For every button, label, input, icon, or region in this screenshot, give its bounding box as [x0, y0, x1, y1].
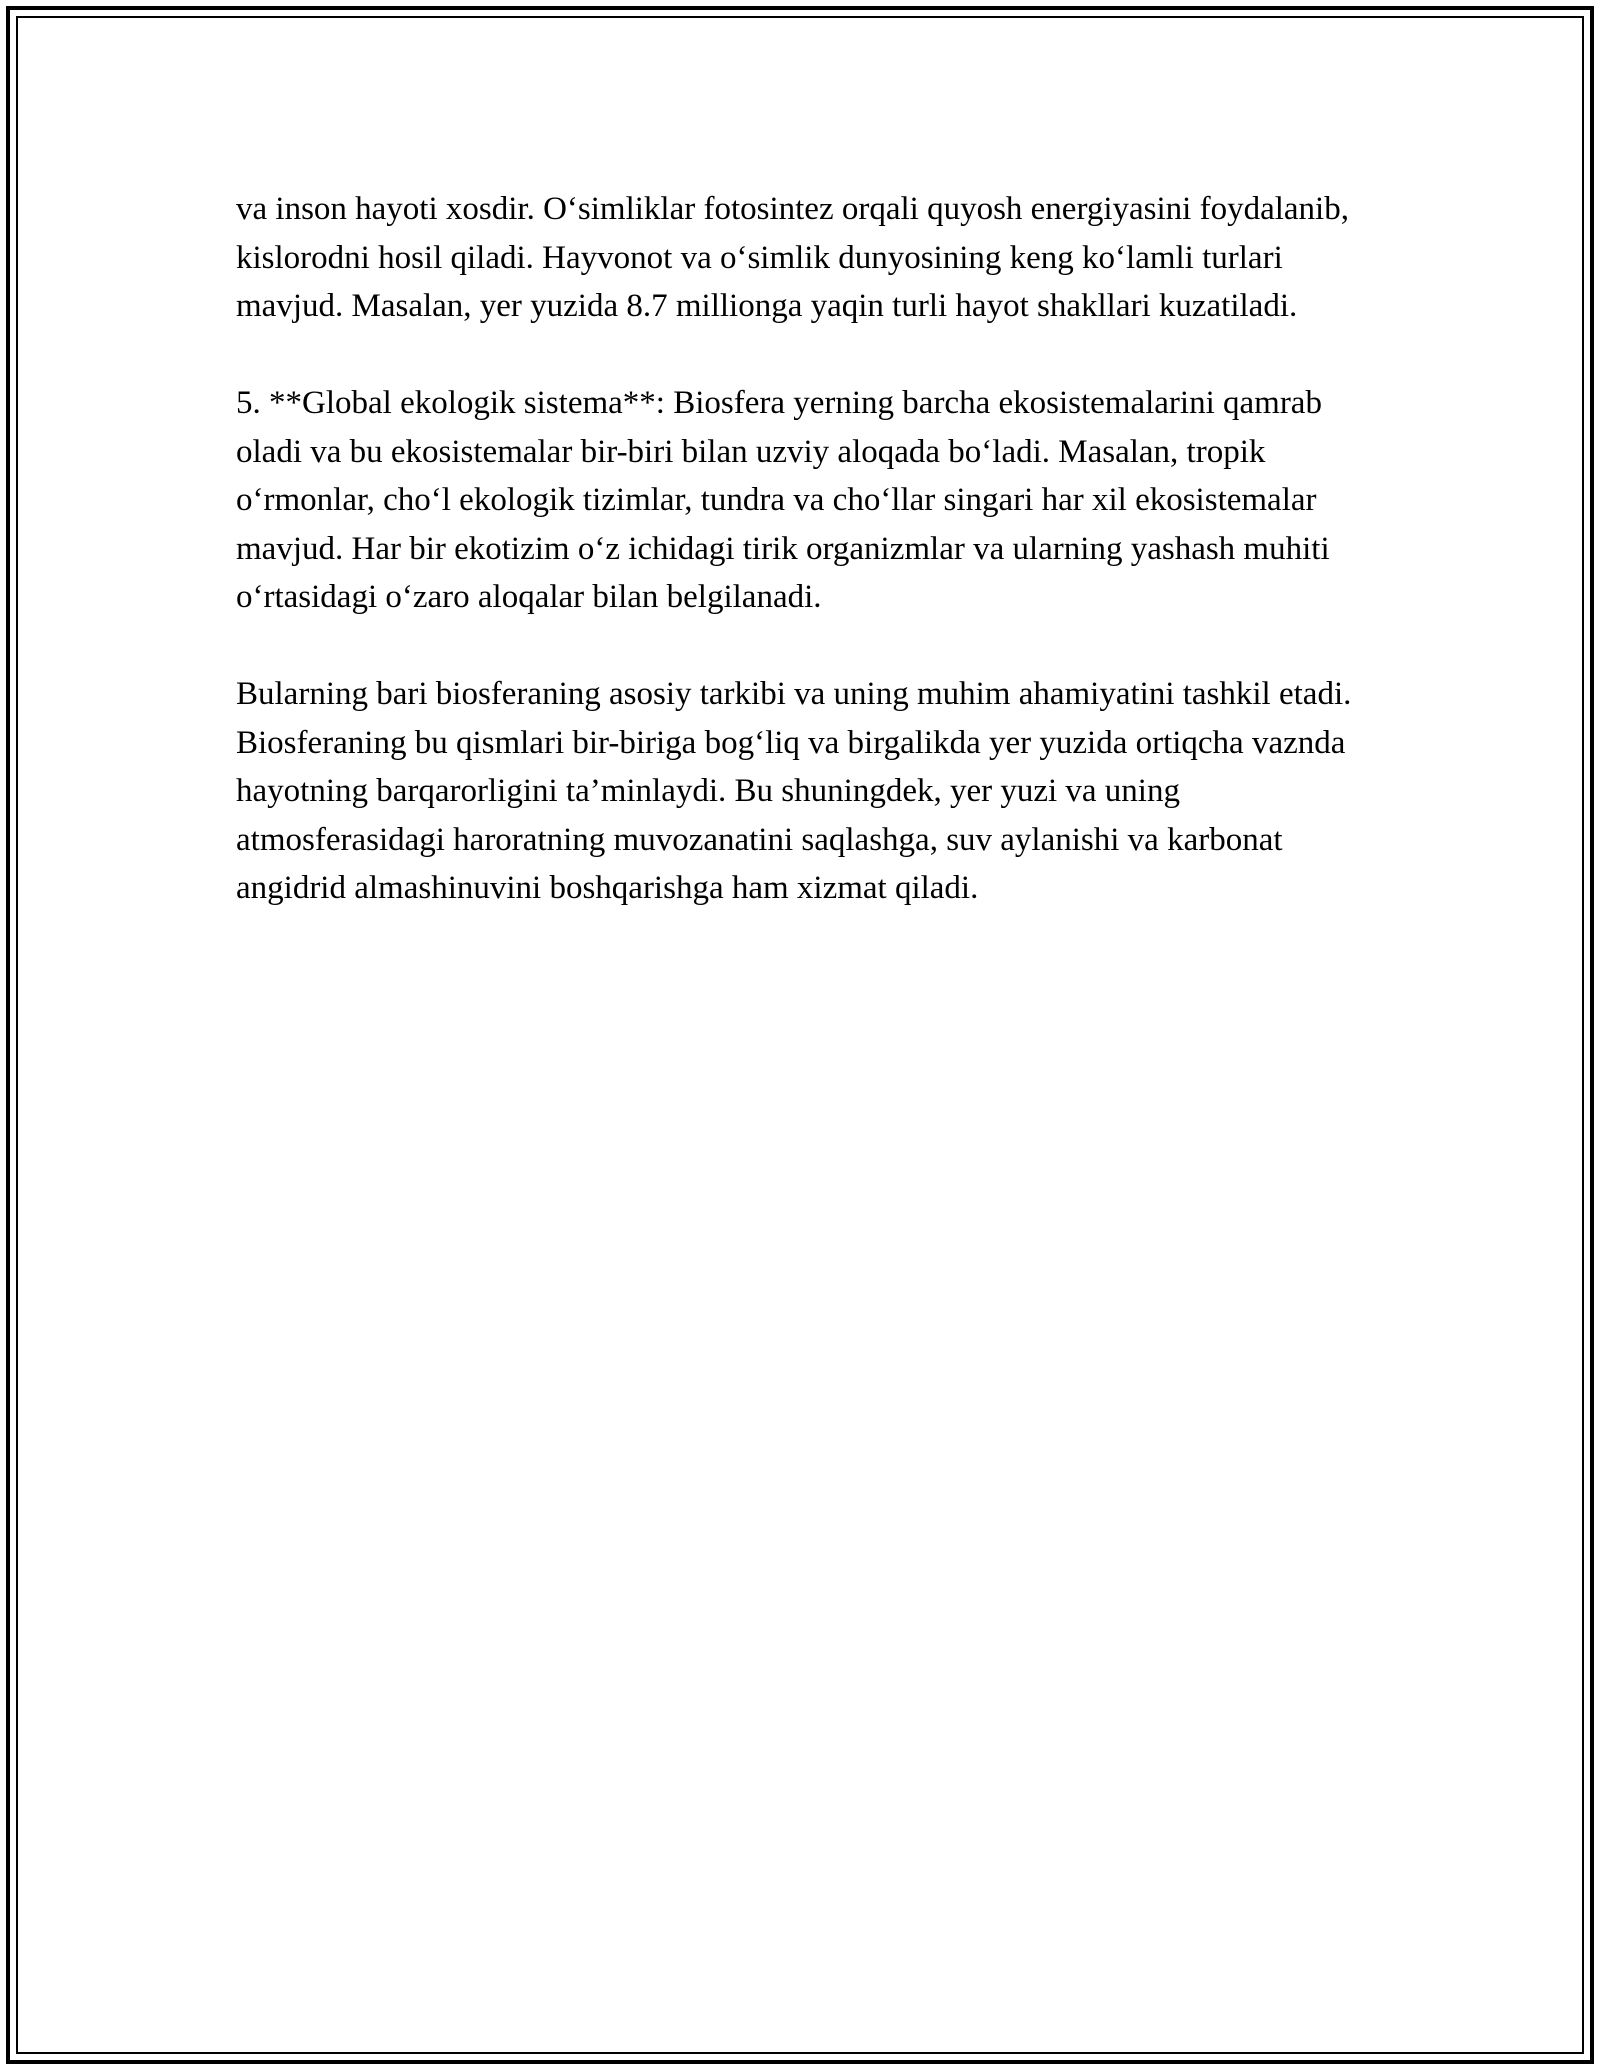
paragraph-global-ecosystem: 5. **Global ekologik sistema**: Biosfera yerning barcha ekosistemalarini qamrab oladi va bu ekosistemalar bir-biri bilan uzviy aloqada bo‘ladi. Masalan, tropik o‘rmonlar, cho‘l ekologik tizimlar, tundra va cho‘llar singari har xil ekosistemalar mavjud. Har bir ekotizim o‘z ichidagi tirik organizmlar va ularning yashash muhiti o‘rtasidagi o‘zaro aloqalar bilan belgilanadi.	[236, 385, 1330, 615]
paragraph-conclusion: Bularning bari biosferaning asosiy tarkibi va uning muhim ahamiyatini tashkil etadi. Biosferaning bu qismlari bir-biriga bog‘liq va birgalikda yer yuzida ortiqcha vaznda hayotning barqarorligini ta’minlaydi. Bu shuningdek, yer yuzi va uning atmosferasidagi haroratning muvozanatini saqlashga, suv aylanishi va karbonat angidrid almashinuvini boshqarishga ham xizmat qiladi.	[236, 676, 1352, 906]
document-body	[236, 185, 1376, 961]
paragraph-life-forms: va inson hayoti xosdir. O‘simliklar fotosintez orqali quyosh energiyasini foydalanib, kislorodni hosil qiladi. Hayvonot va o‘simlik dunyosining keng ko‘lamli turlari mavjud. Masalan, yer yuzida 8.7 millionga yaqin turli hayot shakllari kuzatiladi.	[236, 191, 1349, 324]
